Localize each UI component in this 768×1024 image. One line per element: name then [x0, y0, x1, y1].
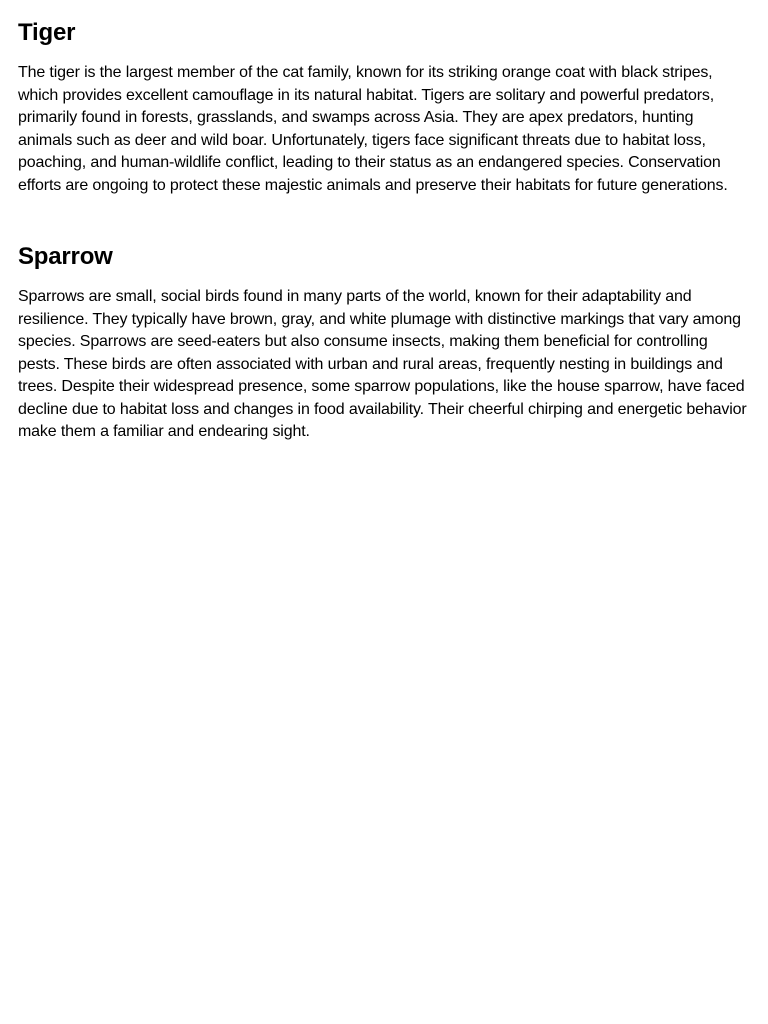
tiger-section [18, 18, 750, 197]
sparrow-heading: Sparrow [18, 243, 113, 270]
sparrow-section [18, 242, 750, 444]
sparrow-paragraph: Sparrows are small, social birds found in many parts of the world, known for their adaptability and resilience. They typically have brown, gray, and white plumage with distinctive markings that vary among species. Sparrows are seed-eaters but also consume insects, making them beneficial for controlling pests. These birds are often associated with urban and rural areas, frequently nesting in buildings and trees. Despite their widespread presence, some sparrow populations, like the house sparrow, have faced decline due to habitat loss and changes in food availability. Their cheerful chirping and energetic behavior make them a familiar and endearing sight. [18, 288, 747, 440]
tiger-paragraph: The tiger is the largest member of the cat family, known for its striking orange coat with black stripes, which provides excellent camouflage in its natural habitat. Tigers are solitary and powerful predators, primarily found in forests, grasslands, and swamps across Asia. They are apex predators, hunting animals such as deer and wild boar. Unfortunately, tigers face significant threats due to habitat loss, poaching, and human-wildlife conflict, leading to their status as an endangered species. Conservation efforts are ongoing to protect these majestic animals and preserve their habitats for future generations. [18, 64, 728, 194]
tiger-heading: Tiger [18, 19, 76, 46]
